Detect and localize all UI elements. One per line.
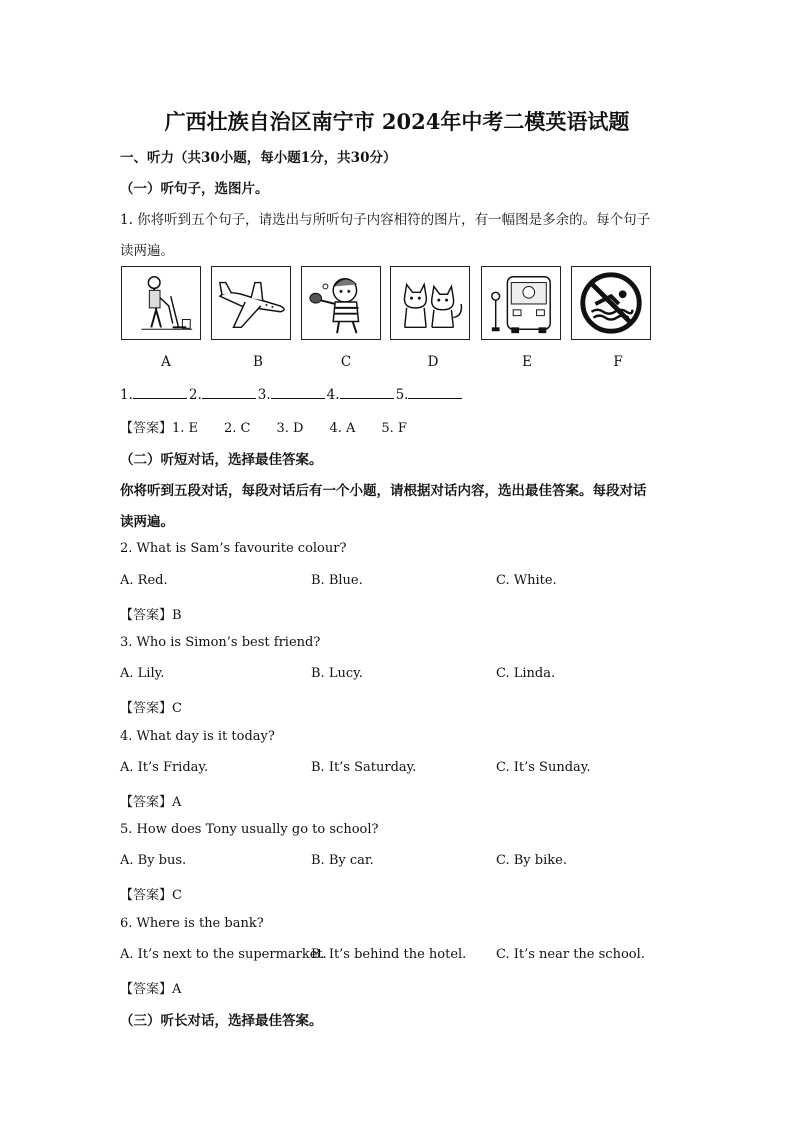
picture-label-d: D: [427, 354, 439, 370]
picture-e-box: [481, 266, 561, 340]
picture-label-a: A: [161, 354, 171, 370]
page-title: 广西壮族自治区南宁市 2024年中考二模英语试题: [164, 109, 630, 134]
picture-b-box: [211, 266, 291, 340]
blank-number-3: 3.: [257, 387, 271, 403]
airplane-icon: [212, 267, 290, 339]
picture-label-c: C: [340, 354, 352, 370]
blank-4[interactable]: [340, 386, 394, 399]
question-4-answer: 【答案】A: [120, 795, 182, 810]
question-2-option-a[interactable]: A. Red.: [120, 573, 168, 588]
question-5-option-c[interactable]: C. By bike.: [496, 853, 567, 868]
question-4: 4. What day is it today?: [120, 729, 275, 744]
question-5: 5. How does Tony usually go to school?: [120, 822, 379, 837]
question-2-option-b[interactable]: B. Blue.: [311, 573, 363, 588]
question-2-option-c[interactable]: C. White.: [496, 573, 557, 588]
no-swimming-icon: [572, 267, 650, 339]
blank-number-1: 1.: [120, 387, 133, 403]
part1-heading: （一）听句子，选图片。: [120, 181, 269, 197]
picture-d-box: [390, 266, 470, 340]
picture-label-e: E: [522, 354, 532, 370]
question-6: 6. Where is the bank?: [120, 916, 264, 931]
question-3-option-b[interactable]: B. Lucy.: [311, 666, 363, 681]
cats-icon: [391, 267, 469, 339]
part1-instruction-line1: 1. 你将听到五个句子，请选出与所听句子内容相符的图片，有一幅图是多余的。每个句子: [120, 212, 651, 228]
blank-number-5: 5.: [395, 387, 409, 403]
question-5-option-b[interactable]: B. By car.: [311, 853, 374, 868]
question-3-answer: 【答案】C: [120, 701, 182, 716]
mopping-floor-icon: [122, 267, 200, 339]
part1-answer: 【答案】1. E 2. C 3. D 4. A 5. F: [120, 421, 407, 436]
question-5-option-a[interactable]: A. By bus.: [120, 853, 187, 868]
bus-stop-icon: [482, 267, 560, 339]
part3-heading: （三）听长对话，选择最佳答案。: [120, 1013, 323, 1029]
picture-label-f: F: [613, 354, 623, 370]
question-2-answer: 【答案】B: [120, 608, 182, 623]
question-5-answer: 【答案】C: [120, 888, 182, 903]
blank-5[interactable]: [408, 386, 462, 399]
picture-c-box: [301, 266, 381, 340]
question-6-answer: 【答案】A: [120, 982, 182, 997]
picture-label-b: B: [253, 354, 263, 370]
part2-instruction-line2: 读两遍。: [120, 514, 174, 530]
picture-f-box: [571, 266, 651, 340]
blank-number-4: 4.: [326, 387, 340, 403]
blank-2[interactable]: [202, 386, 256, 399]
question-3-option-c[interactable]: C. Linda.: [496, 666, 556, 681]
part2-instruction-line1: 你将听到五段对话，每段对话后有一个小题，请根据对话内容，选出最佳答案。每段对话: [120, 483, 647, 499]
blank-1[interactable]: [133, 386, 187, 399]
part1-instruction-line2: 读两遍。: [120, 243, 174, 259]
question-2: 2. What is Sam’s favourite colour?: [120, 541, 347, 556]
question-4-option-c[interactable]: C. It’s Sunday.: [496, 760, 591, 775]
question-6-option-c[interactable]: C. It’s near the school.: [496, 947, 645, 962]
blank-number-2: 2.: [188, 387, 202, 403]
blank-3[interactable]: [271, 386, 325, 399]
table-tennis-icon: [302, 267, 380, 339]
question-3: 3. Who is Simon’s best friend?: [120, 635, 321, 650]
part2-heading: （二）听短对话，选择最佳答案。: [120, 452, 323, 468]
question-4-option-a[interactable]: A. It’s Friday.: [120, 760, 209, 775]
question-6-option-b[interactable]: B. It’s behind the hotel.: [311, 947, 467, 962]
picture-a-box: [121, 266, 201, 340]
question-3-option-a[interactable]: A. Lily.: [120, 666, 165, 681]
question-6-option-a[interactable]: A. It’s next to the supermarket.: [120, 947, 327, 962]
section-heading-listening: 一、听力（共30小题，每小题1分，共30分）: [120, 150, 397, 166]
answer-blanks-row: [120, 386, 464, 403]
question-4-option-b[interactable]: B. It’s Saturday.: [311, 760, 417, 775]
